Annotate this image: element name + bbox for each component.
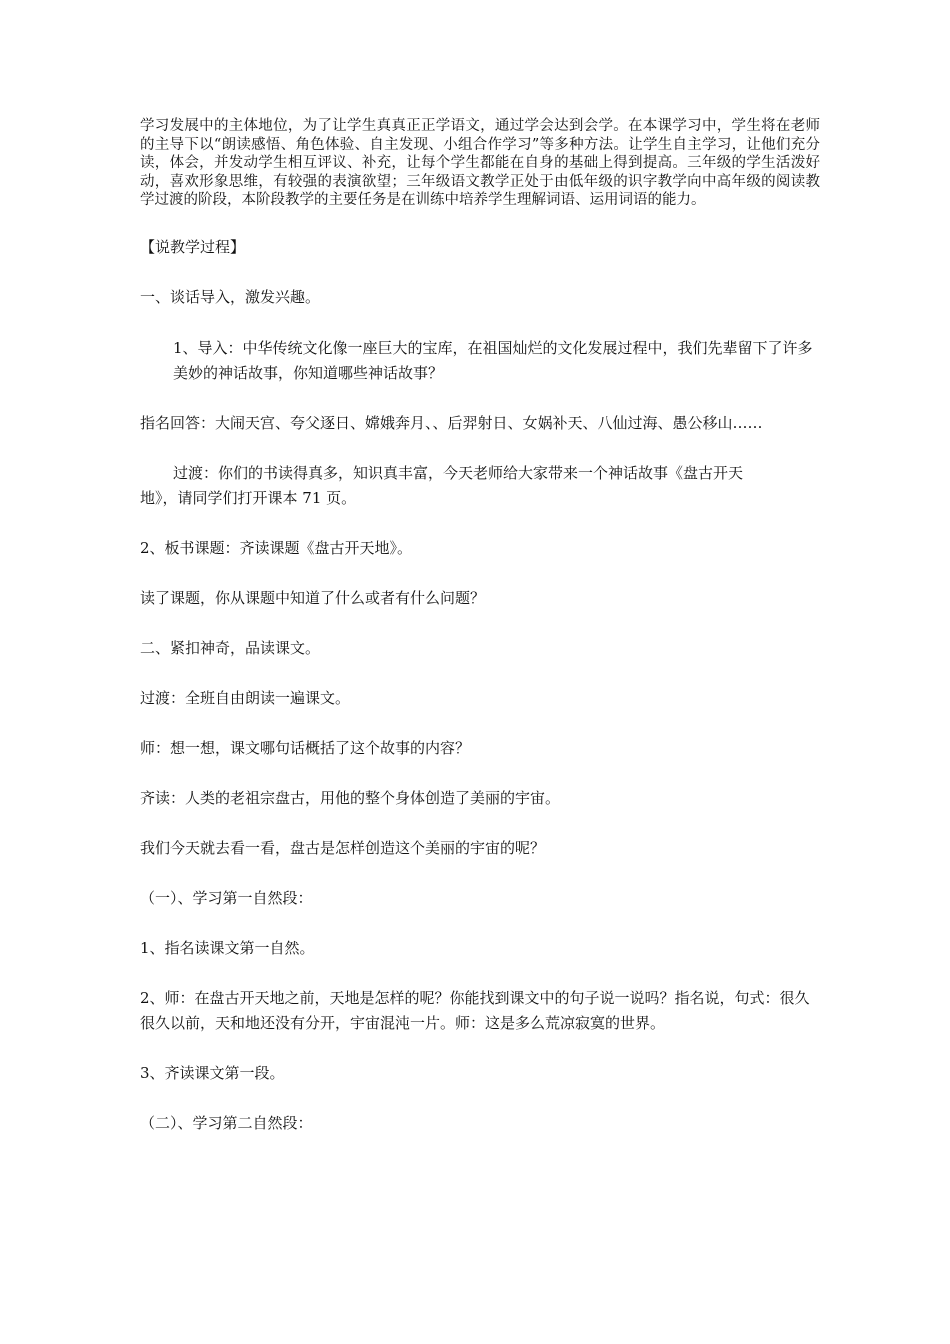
step-2: 2、板书课题：齐读课题《盘古开天地》。: [140, 538, 413, 557]
transition-line-2: 地》，请同学们打开课本 71 页。: [140, 488, 357, 507]
chorus-answer: 齐读：人类的老祖宗盘古，用他的整个身体创造了美丽的宇宙。: [140, 788, 561, 807]
section-heading: 【说教学过程】: [140, 237, 246, 256]
question-title: 读了课题，你从课题中知道了什么或者有什么问题？: [140, 588, 486, 607]
transition-line-1: 过渡：你们的书读得真多，知识真丰富，今天老师给大家带来一个神话故事《盘古开天: [173, 463, 744, 482]
teacher-question: 师：想一想，课文哪句话概括了这个故事的内容？: [140, 738, 471, 757]
part-one-heading: 一、谈话导入，激发兴趣。: [140, 287, 321, 306]
sub-section-one: （一）、学习第一自然段：: [140, 888, 313, 907]
sub-one-item-2: 2、师：在盘古开天地之前，天地是怎样的呢？你能找到课文中的句子说一说吗？指名说，句式：很久很久以前，天和地还没有分开，宇宙混沌一片。师：这是多么荒凉寂寞的世界。: [140, 988, 810, 1032]
lead-in: 我们今天就去看一看，盘古是怎样创造这个美丽的宇宙的呢？: [140, 838, 546, 857]
step-1-intro: 1、导入：中华传统文化像一座巨大的宝库，在祖国灿烂的文化发展过程中，我们先辈留下了许多美妙的神话故事，你知道哪些神话故事？: [173, 338, 813, 382]
part-two-heading: 二、紧扣神奇，品读课文。: [140, 638, 321, 657]
sub-one-item-1: 1、指名读课文第一自然。: [140, 938, 315, 957]
transition-read: 过渡：全班自由朗读一遍课文。: [140, 688, 351, 707]
intro-paragraph: 学习发展中的主体地位，为了让学生真真正正学语文，通过学会达到会学。在本课学习中，学生将在老师的主导下以“朗读感悟、角色体验、自主发现、小组合作学习”等多种方法。让学生自主学习，让他们充分读，体会，并发动学生相互评议、补充，让每个学生都能在自身的基础上得到提高。三年级的学生活泼好动，喜欢形象思维，有较强的表演欲望；三年级语文教学正处于由低年级的识字教学向中高年级的阅读教学过渡的阶段，本阶段教学的主要任务是在训练中培养学生理解词语、运用词语的能力。: [140, 118, 820, 209]
document-page: [140, 117, 820, 1136]
sub-one-item-3: 3、齐读课文第一段。: [140, 1063, 285, 1082]
answers-paragraph: 指名回答：大闹天宫、夸父逐日、嫦娥奔月、、后羿射日、女娲补天、八仙过海、愚公移山……: [140, 413, 763, 432]
sub-section-two: （二）、学习第二自然段：: [140, 1113, 313, 1132]
